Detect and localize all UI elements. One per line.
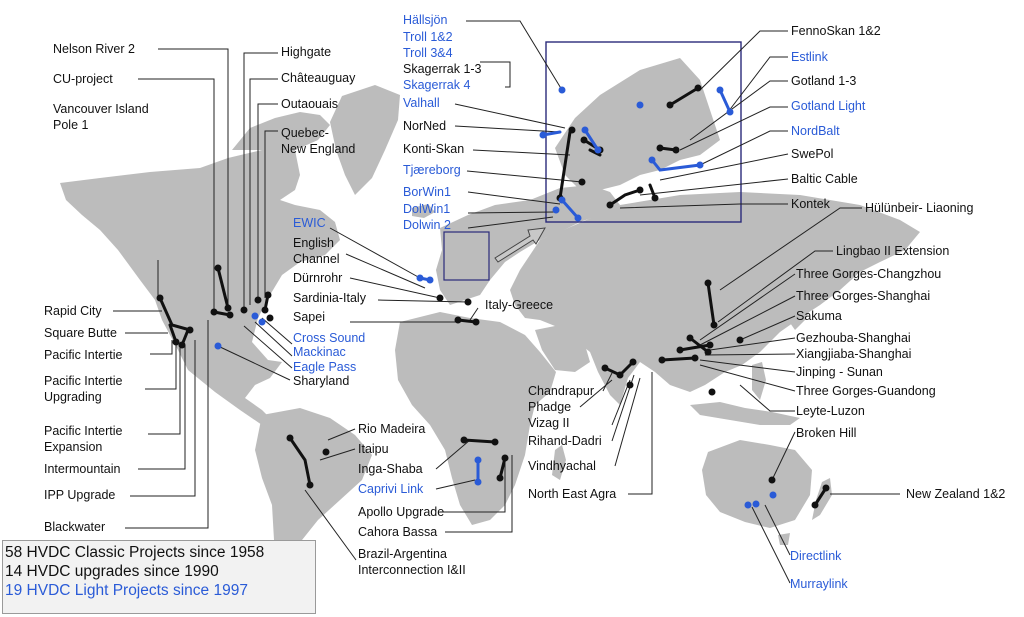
label-pacific-intertie-upgrading-1: Pacific Intertie bbox=[44, 374, 123, 388]
label-apollo-upgrade: Apollo Upgrade bbox=[358, 505, 445, 519]
label-brazil-argentina: Brazil-Argentina bbox=[358, 547, 447, 561]
label-rapid-city: Rapid City bbox=[44, 304, 102, 318]
label-sakuma: Sakuma bbox=[796, 309, 842, 323]
label-english: English bbox=[293, 236, 334, 250]
label-quebec: Quebec- bbox=[281, 126, 329, 140]
label-broken-hill: Broken Hill bbox=[796, 426, 857, 440]
label-sardinia-italy: Sardinia-Italy bbox=[293, 291, 366, 305]
label-lingbao-ii: Lingbao II Extension bbox=[836, 244, 950, 258]
label-troll-34: Troll 3&4 bbox=[403, 46, 453, 60]
land-australia bbox=[702, 440, 812, 528]
label-leyte-luzon: Leyte-Luzon bbox=[796, 404, 865, 418]
label-dolwin1: DolWin1 bbox=[403, 202, 451, 216]
label-italy-greece: Italy-Greece bbox=[485, 298, 554, 312]
label-north-east-agra: North East Agra bbox=[528, 487, 617, 501]
label-vizag-ii: Vizag II bbox=[528, 416, 570, 430]
label-jinping-sunan: Jinping - Sunan bbox=[796, 365, 883, 379]
label-hulunbeir-liaoning: Hülünbeir- Liaoning bbox=[865, 201, 974, 215]
legend-box bbox=[2, 540, 316, 614]
label-cu-project: CU-project bbox=[53, 72, 113, 86]
label-nordbalt: NordBalt bbox=[791, 124, 840, 138]
label-three-gorges-guandong: Three Gorges-Guandong bbox=[796, 384, 936, 398]
label-mackinac: Mackinac bbox=[293, 345, 346, 359]
label-baltic-cable: Baltic Cable bbox=[791, 172, 858, 186]
label-inga-shaba: Inga-Shaba bbox=[358, 462, 423, 476]
label-nelson-river: Nelson River 2 bbox=[53, 42, 135, 56]
land-new-zealand bbox=[812, 478, 832, 520]
land-indonesia bbox=[690, 402, 800, 425]
label-vindhyachal: Vindhyachal bbox=[528, 459, 596, 473]
label-chandrapur: Chandrapur bbox=[528, 384, 595, 398]
label-three-gorges-changzhou: Three Gorges-Changzhou bbox=[796, 267, 942, 281]
label-konti-skan: Konti-Skan bbox=[403, 142, 465, 156]
label-gezhouba-shanghai: Gezhouba-Shanghai bbox=[796, 331, 911, 345]
label-pacific-intertie-upgrading-2: Upgrading bbox=[44, 390, 102, 404]
label-skagerrak-13: Skagerrak 1-3 bbox=[403, 62, 482, 76]
label-highgate: Highgate bbox=[281, 45, 332, 59]
label-itaipu: Itaipu bbox=[358, 442, 389, 456]
label-sharyland: Sharyland bbox=[293, 374, 350, 388]
label-fennoskan: FennoSkan 1&2 bbox=[791, 24, 881, 38]
label-three-gorges-shanghai: Three Gorges-Shanghai bbox=[796, 289, 931, 303]
label-durnrohr: Dürnrohr bbox=[293, 271, 343, 285]
label-borwin1: BorWin1 bbox=[403, 185, 451, 199]
label-outaouais: Outaouais bbox=[281, 97, 338, 111]
label-gotland-13: Gotland 1-3 bbox=[791, 74, 857, 88]
label-murraylink: Murraylink bbox=[790, 577, 848, 591]
label-dolwin2: Dolwin 2 bbox=[403, 218, 451, 232]
land-scandinavia-inset bbox=[555, 58, 720, 190]
label-square-butte: Square Butte bbox=[44, 326, 117, 340]
label-pacific-intertie-expansion-2: Expansion bbox=[44, 440, 103, 454]
label-rio-madeira: Rio Madeira bbox=[358, 422, 426, 436]
label-vancouver-island: Vancouver Island bbox=[53, 102, 149, 116]
label-pacific-intertie-expansion-1: Pacific Intertie bbox=[44, 424, 123, 438]
label-tjaereborg: Tjæreborg bbox=[403, 163, 461, 177]
label-xiangjiaba-shanghai: Xiangjiaba-Shanghai bbox=[796, 347, 912, 361]
label-troll-12: Troll 1&2 bbox=[403, 30, 453, 44]
land-greenland bbox=[330, 85, 400, 195]
label-phadge: Phadge bbox=[528, 400, 572, 414]
legend-upgrades: 14 HVDC upgrades since 1990 bbox=[5, 563, 219, 580]
label-estlink: Estlink bbox=[791, 50, 828, 64]
label-brazil-argentina-interconnection: Interconnection I&II bbox=[358, 563, 466, 577]
label-hallsjon: Hällsjön bbox=[403, 13, 448, 27]
label-pole-1: Pole 1 bbox=[53, 118, 89, 132]
label-chateauguay: Châteauguay bbox=[281, 71, 356, 85]
label-channel: Channel bbox=[293, 252, 340, 266]
legend-light: 19 HVDC Light Projects since 1997 bbox=[5, 582, 248, 599]
label-new-england: New England bbox=[281, 142, 356, 156]
label-valhall: Valhall bbox=[403, 96, 440, 110]
label-caprivi-link: Caprivi Link bbox=[358, 482, 424, 496]
label-blackwater: Blackwater bbox=[44, 520, 106, 534]
label-new-zealand: New Zealand 1&2 bbox=[906, 487, 1006, 501]
label-gotland-light: Gotland Light bbox=[791, 99, 866, 113]
label-pacific-intertie: Pacific Intertie bbox=[44, 348, 123, 362]
label-rihand-dadri: Rihand-Dadri bbox=[528, 434, 602, 448]
label-directlink: Directlink bbox=[790, 549, 842, 563]
label-cross-sound: Cross Sound bbox=[293, 331, 366, 345]
label-skagerrak-4: Skagerrak 4 bbox=[403, 78, 471, 92]
label-kontek: Kontek bbox=[791, 197, 830, 211]
label-ipp-upgrade: IPP Upgrade bbox=[44, 488, 116, 502]
label-cahora-bassa: Cahora Bassa bbox=[358, 525, 438, 539]
label-intermountain: Intermountain bbox=[44, 462, 121, 476]
legend-classic: 58 HVDC Classic Projects since 1958 bbox=[5, 544, 265, 561]
label-swepol: SwePol bbox=[791, 147, 834, 161]
label-ewic: EWIC bbox=[293, 216, 326, 230]
label-norned: NorNed bbox=[403, 119, 447, 133]
label-eagle-pass: Eagle Pass bbox=[293, 360, 357, 374]
label-sapei: Sapei bbox=[293, 310, 325, 324]
